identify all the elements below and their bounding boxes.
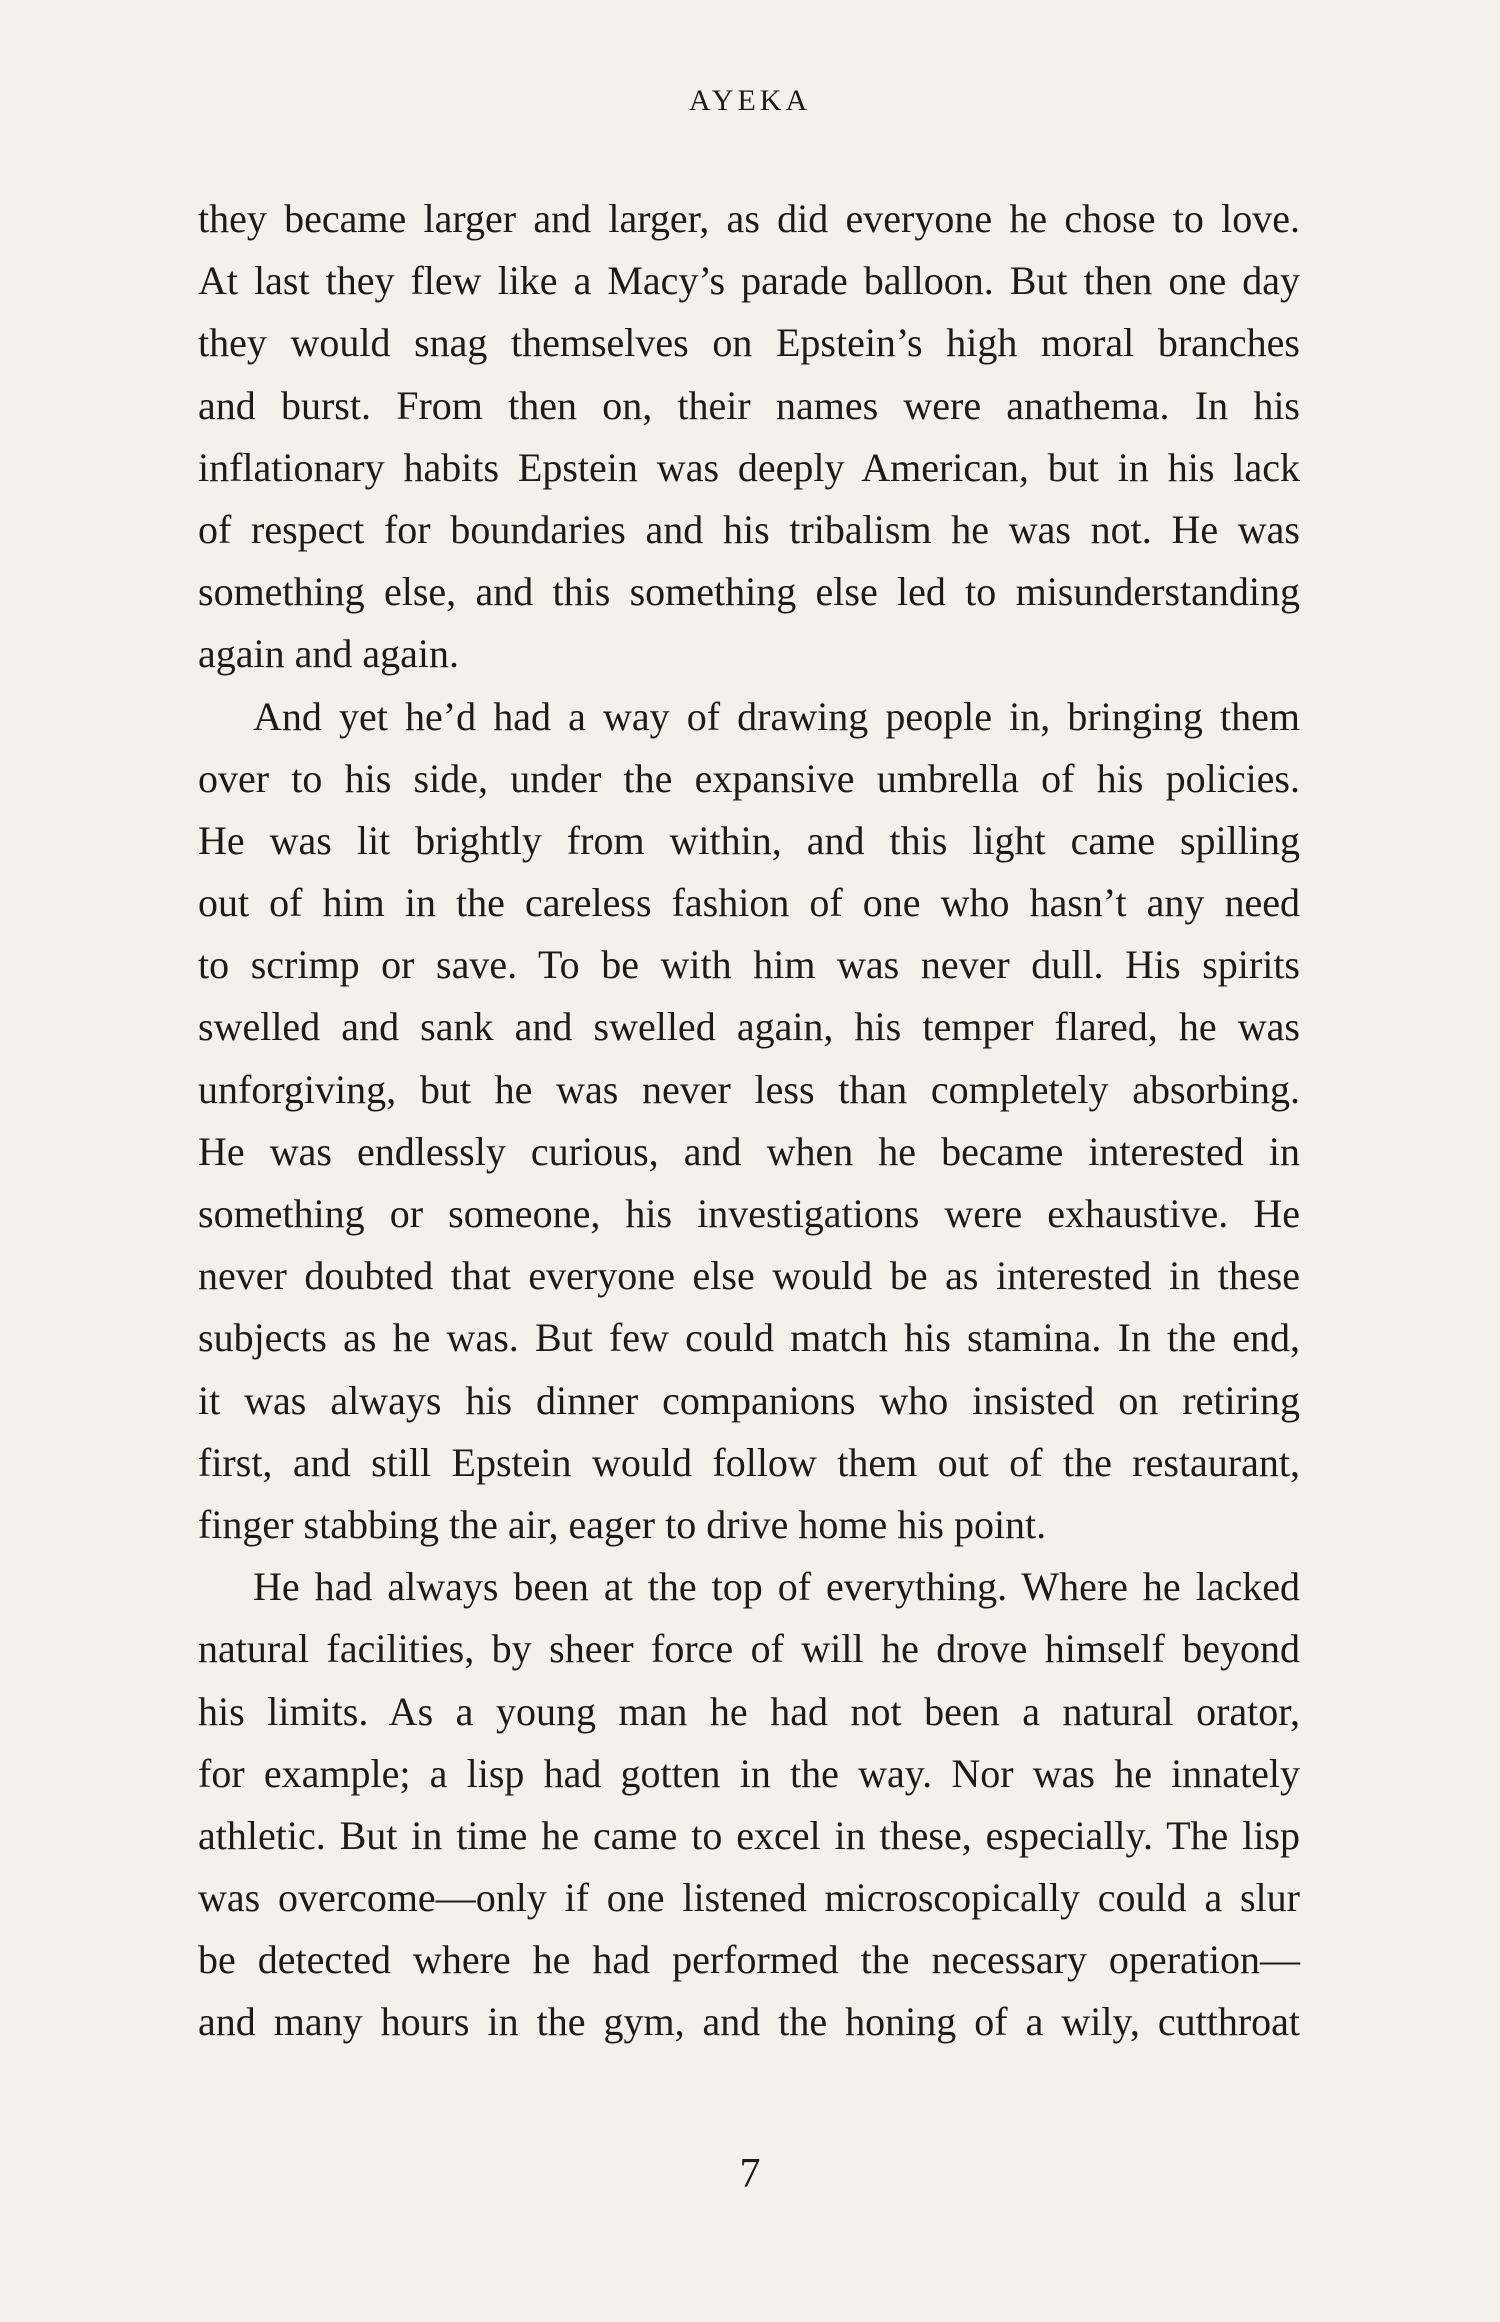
text-line: never doubted that everyone else would be as interested in these [198,1253,1300,1299]
text-line: At last they flew like a Macy’s parade balloon. But then one day [198,258,1300,304]
text-line: again and again. [198,631,459,677]
text-line: was overcome—only if one listened microscopically could a slur [198,1875,1300,1921]
text-line: they became larger and larger, as did everyone he chose to love. [198,196,1300,241]
text-line: natural facilities, by sheer force of will he drove himself beyond [198,1626,1300,1672]
text-line: and burst. From then on, their names were anathema. In his [198,382,1300,428]
text-line: something else, and this something else led to misunderstanding [198,569,1300,615]
page-number: 7 [739,2151,761,2197]
paragraph-2 [198,686,1300,1557]
text-line: over to his side, under the expansive umbrella of his policies. [198,755,1300,801]
paragraph-3 [198,1556,1300,2054]
text-line: it was always his dinner companions who insisted on retiring [198,1377,1300,1423]
text-line: swelled and sank and swelled again, his temper flared, he was [198,1004,1300,1050]
text-line: they would snag themselves on Epstein’s high moral branches [198,320,1300,366]
text-line: He was lit brightly from within, and this light came spilling [198,817,1300,863]
text-line: subjects as he was. But few could match his stamina. In the end, [198,1315,1300,1361]
text-line: his limits. As a young man he had not been a natural orator, [198,1688,1300,1734]
text-line: of respect for boundaries and his tribalism he was not. He was [198,506,1300,552]
text-line: He was endlessly curious, and when he became interested in [198,1128,1300,1174]
text-line: be detected where he had performed the necessary operation— [198,1937,1300,1983]
text-line: out of him in the careless fashion of one who hasn’t any need [198,880,1300,926]
text-line: athletic. But in time he came to excel in these, especially. The lisp [198,1812,1300,1858]
text-line: And yet he’d had a way of drawing people in, bringing them [253,693,1300,739]
body-text [198,188,1300,2054]
text-line: unforgiving, but he was never less than completely absorbing. [198,1066,1300,1112]
text-line: inflationary habits Epstein was deeply American, but in his lack [198,444,1300,490]
text-line: something or someone, his investigations were exhaustive. He [198,1191,1300,1236]
paragraph-1 [198,188,1300,686]
running-head: AYEKA [688,84,812,117]
text-line: to scrimp or save. To be with him was never dull. His spirits [198,942,1300,988]
text-line: first, and still Epstein would follow them out of the restaurant, [198,1439,1300,1485]
text-line: He had always been at the top of everything. Where he lacked [253,1564,1300,1610]
text-line: and many hours in the gym, and the honing of a wily, cutthroat [198,1999,1300,2045]
text-line: finger stabbing the air, eager to drive home his point. [198,1501,1047,1547]
text-line: for example; a lisp had gotten in the way. Nor was he innately [198,1750,1300,1796]
